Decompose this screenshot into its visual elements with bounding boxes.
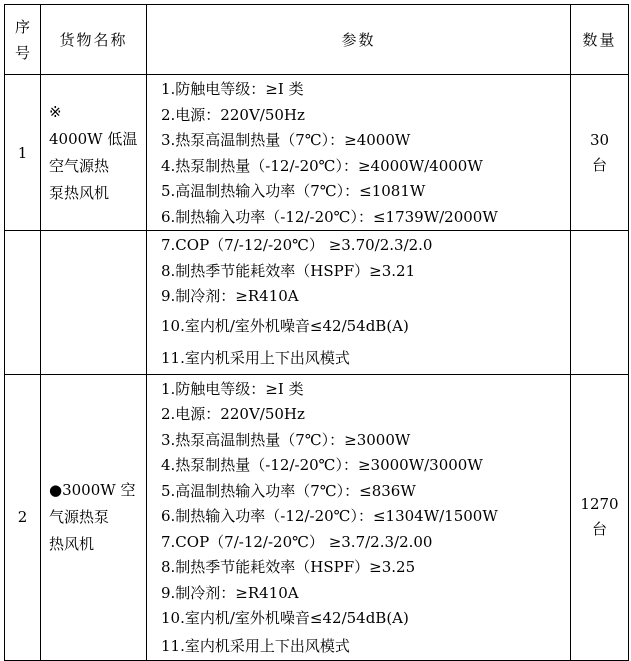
param-item: 1.防触电等级：≥I 类 [161,379,304,398]
quantity-unit: 台 [591,520,607,538]
row-index [5,231,41,375]
param-item: 3.热泵高温制热量（7℃）：≥4000W [161,131,411,149]
table-row [5,374,629,660]
param-list [147,75,571,231]
goods-name [41,374,147,660]
quantity-cell [571,75,629,231]
quantity-cell [571,231,629,375]
param-item: 9.制冷剂：≥R410A [161,287,299,305]
quantity-value: 1270 [580,495,619,513]
header-index-part2: 号 [14,43,30,62]
quantity-unit: 台 [591,155,607,174]
param-item: 4.热泵制热量（-12/-20℃）：≥4000W/4000W [161,156,483,175]
quantity-value: 30 [589,130,610,149]
param-item: 11.室内机采用上下出风模式 [161,636,350,655]
goods-name-line: 泵热风机 [49,183,110,202]
param-item: 9.制冷剂：≥R410A [161,583,299,602]
goods-name [41,231,147,375]
row-index: 1 [5,75,41,231]
param-item: 6.制热输入功率（-12/-20℃）：≤1304W/1500W [161,507,498,525]
param-list [147,231,571,375]
goods-name-line: ※ [49,102,62,121]
param-item: 6.制热输入功率（-12/-20℃）：≤1739W/2000W [161,207,498,226]
param-item: 7.COP（7/-12/-20℃） ≥3.7/2.3/2.00 [161,532,433,551]
table-row [5,75,629,231]
spec-table [4,4,629,661]
header-row [5,5,629,75]
param-item: 1.防触电等级：≥I 类 [161,80,304,98]
param-item: 8.制热季节能耗效率（HSPF）≥3.25 [161,558,416,576]
goods-name-line: 空气源热 [49,156,110,175]
goods-name-line: 气源热泵 [49,507,110,526]
param-item: 4.热泵制热量（-12/-20℃）：≥3000W/3000W [161,456,483,474]
param-item: 2.电源：220V/50Hz [161,405,305,423]
goods-name-line: ●3000W 空 [49,480,136,499]
param-item: 2.电源：220V/50Hz [161,105,305,124]
header-quantity: 数量 [571,5,629,75]
param-item: 10.室内机/室外机噪音≤42/54dB(A) [161,609,409,627]
header-name: 货物名称 [41,5,147,75]
quantity-cell [571,374,629,660]
goods-name-line: 热风机 [49,534,95,553]
param-item: 5.高温制热输入功率（7℃）：≤836W [161,481,416,500]
row-index: 2 [5,374,41,660]
param-item: 7.COP（7/-12/-20℃） ≥3.70/2.3/2.0 [161,236,433,254]
header-index [5,5,41,75]
param-list [147,374,571,660]
param-item: 8.制热季节能耗效率（HSPF）≥3.21 [161,261,416,280]
header-index-part1: 序 [14,17,30,36]
goods-name-line: 4000W 低温 [49,129,138,148]
param-item: 10.室内机/室外机噪音≤42/54dB(A) [161,316,409,335]
header-params: 参数 [147,5,571,75]
param-item: 11.室内机采用上下出风模式 [161,348,350,367]
goods-name [41,75,147,231]
param-item: 5.高温制热输入功率（7℃）：≤1081W [161,182,426,200]
table-row [5,231,629,375]
param-item: 3.热泵高温制热量（7℃）：≥3000W [161,430,411,449]
